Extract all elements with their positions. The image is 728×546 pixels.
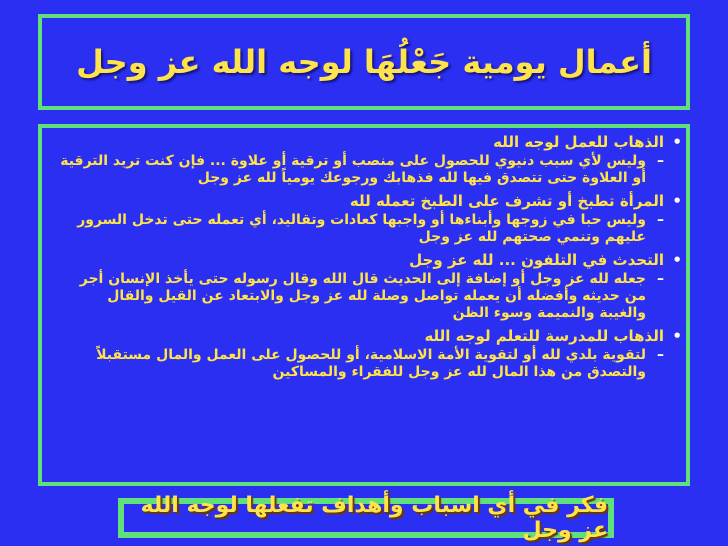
bullet-heading: المرأة تطبخ أو تشرف على الطبخ تعمله لله [349, 192, 664, 210]
dash-icon: – [657, 271, 664, 287]
dash-icon: – [657, 153, 664, 169]
dash-icon: – [657, 212, 664, 228]
sub-item-4 [46, 347, 698, 381]
bullet-item-4 [46, 326, 698, 346]
footer-inner [124, 493, 608, 543]
bullet-item-3 [46, 250, 698, 270]
bullet-item-1 [46, 132, 698, 152]
bullet-icon: • [672, 192, 682, 210]
sub-item-2 [46, 212, 698, 246]
sub-text: وليس حبا في زوجها وأبناءها أو واجبها كعادات وتقاليد، أي تعمله حتى تدخل السرور عليهم وتنمي صحتهم لله عز وجل [77, 212, 646, 245]
title-box [38, 14, 690, 110]
dash-icon: – [657, 347, 664, 363]
sub-item-3 [46, 271, 698, 322]
bullet-icon: • [672, 251, 682, 269]
footer-text: فكر في أي اسباب وأهداف تفعلها لوجه الله عز وجل [140, 493, 608, 543]
bullet-item-2 [46, 191, 698, 211]
slide-title: أعمال يومية جَعْلُهَا لوجه الله عز وجل [76, 43, 652, 81]
sub-text: جعله لله عز وجل أو إضافة إلى الحديث قال الله وقال رسوله حتى يأخذ الإنسان أجر من حديثه وأفضله أن يعمله تواصل وصلة لله عز وجل والابتعاد عن القيل والقال والغيبة والنميمة وسوء الظن [79, 271, 646, 321]
bullet-icon: • [672, 327, 682, 345]
bullet-list [46, 128, 698, 381]
sub-text: وليس لأي سبب دنيوي للحصول على منصب أو ترقية أو علاوة ... فإن كنت تريد الترقية أو العلاوة حتى تتصدق فيها لله فذهابك ورجوعك يومياً لله عز وجل [60, 153, 646, 186]
bullet-icon: • [672, 133, 682, 151]
bullet-heading: التحدث في التلفون ... لله عز وجل [409, 251, 664, 269]
footer-box [118, 493, 614, 543]
sub-text: لتقوية بلدي لله أو لتقوية الأمة الاسلامية، أو للحصول على العمل والمال مستقبلاً والتصدق من هذا المال لله عز وجل للفقراء والمساكين [96, 347, 646, 380]
sub-item-1 [46, 153, 698, 187]
bullet-heading: الذهاب للمدرسة للتعلم لوجه الله [424, 327, 664, 345]
bullet-heading: الذهاب للعمل لوجه الله [493, 133, 664, 151]
